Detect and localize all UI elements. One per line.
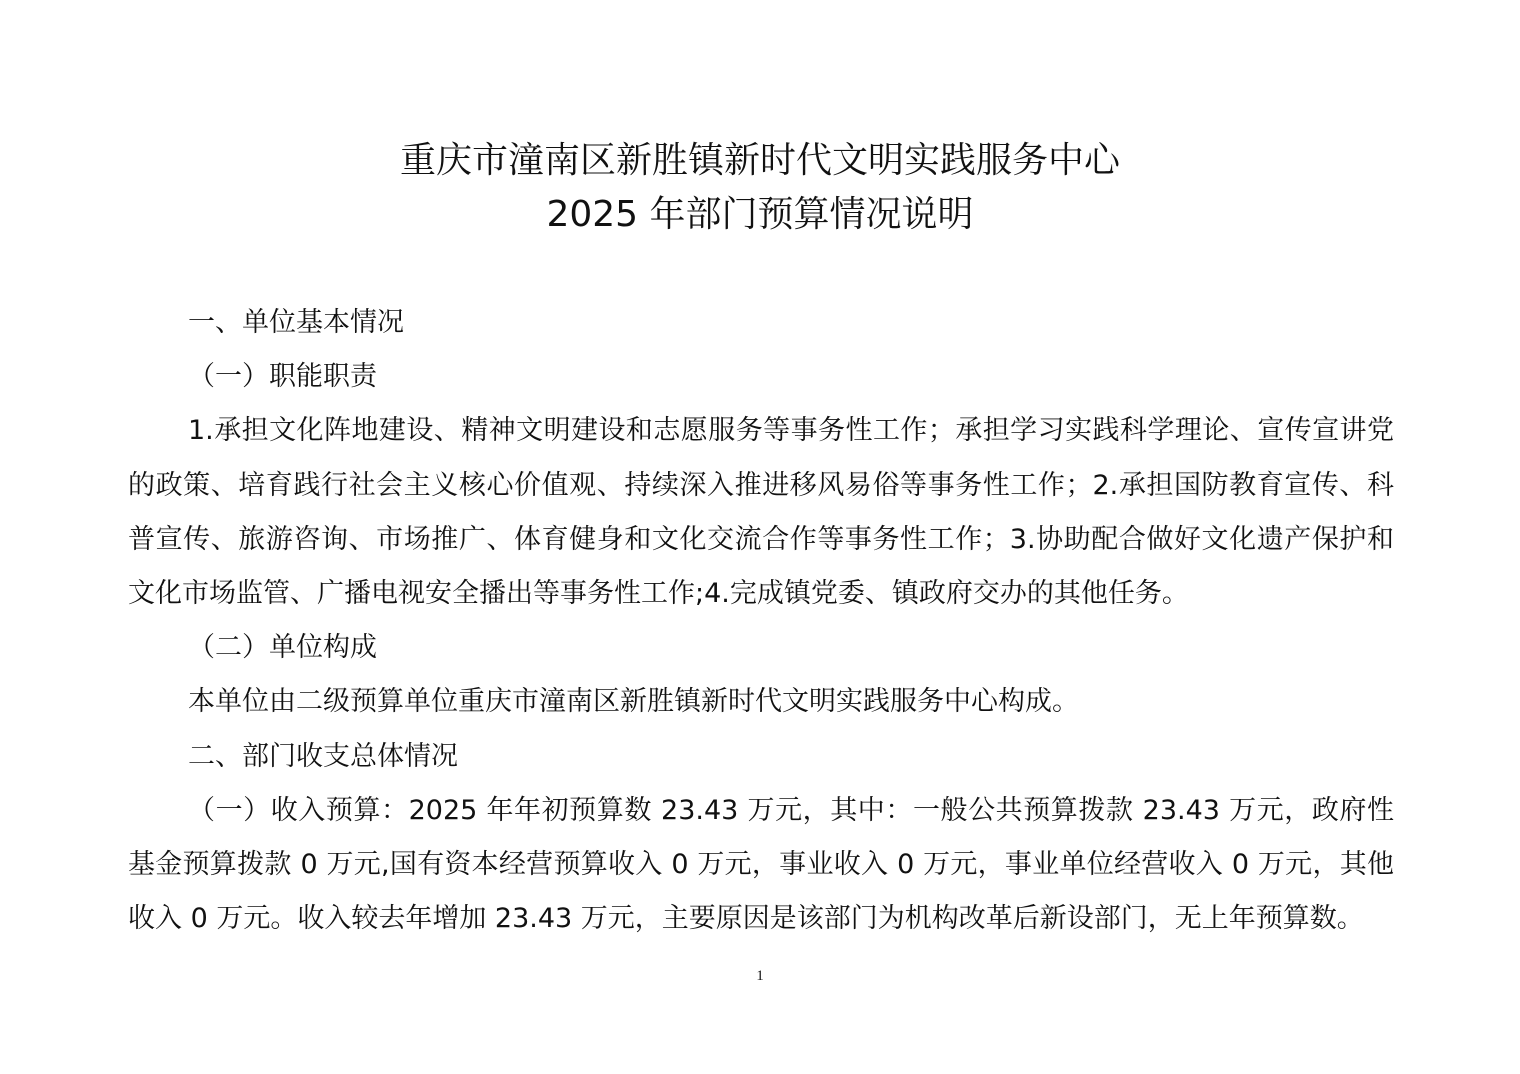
document-body: [128, 296, 1394, 946]
document-title: [0, 134, 1520, 242]
composition-paragraph: 本单位由二级预算单位重庆市潼南区新胜镇新时代文明实践服务中心构成。: [188, 686, 1079, 718]
page-number: 1: [756, 968, 764, 984]
duties-paragraph: 1.承担文化阵地建设、精神文明建设和志愿服务等事务性工作；承担学习实践科学理论、宣传宣讲党的政策、培育践行社会主义核心价值观、持续深入推进移风易俗等事务性工作；2.承担国防教育宣传、科普宣传、旅游咨询、市场推广、体育健身和文化交流合作等事务性工作；3.协助配合做好文化遗产保护和文化市场监管、广播电视安全播出等事务性工作;4.完成镇党委、镇政府交办的其他任务。: [128, 415, 1394, 610]
section-1-heading: 一、单位基本情况: [188, 307, 404, 338]
title-line-2: 2025 年部门预算情况说明: [546, 194, 974, 235]
subsection-1-2-heading: （二）单位构成: [188, 632, 377, 664]
subsection-1-1-heading: （一）职能职责: [188, 361, 377, 393]
title-line-1: 重庆市潼南区新胜镇新时代文明实践服务中心: [399, 140, 1120, 181]
section-2-heading: 二、部门收支总体情况: [188, 740, 458, 772]
income-paragraph: （一）收入预算：2025 年年初预算数 23.43 万元，其中：一般公共预算拨款 23.43 万元，政府性基金预算拨款 0 万元,国有资本经营预算收入 0 万元，事业收入 0 万元，事业单位经营收入 0 万元，其他收入 0 万元。收入较去年增加 23.43 万元，主要原因是该部门为机构改革后新设部门，无上年预算数。: [128, 794, 1394, 935]
